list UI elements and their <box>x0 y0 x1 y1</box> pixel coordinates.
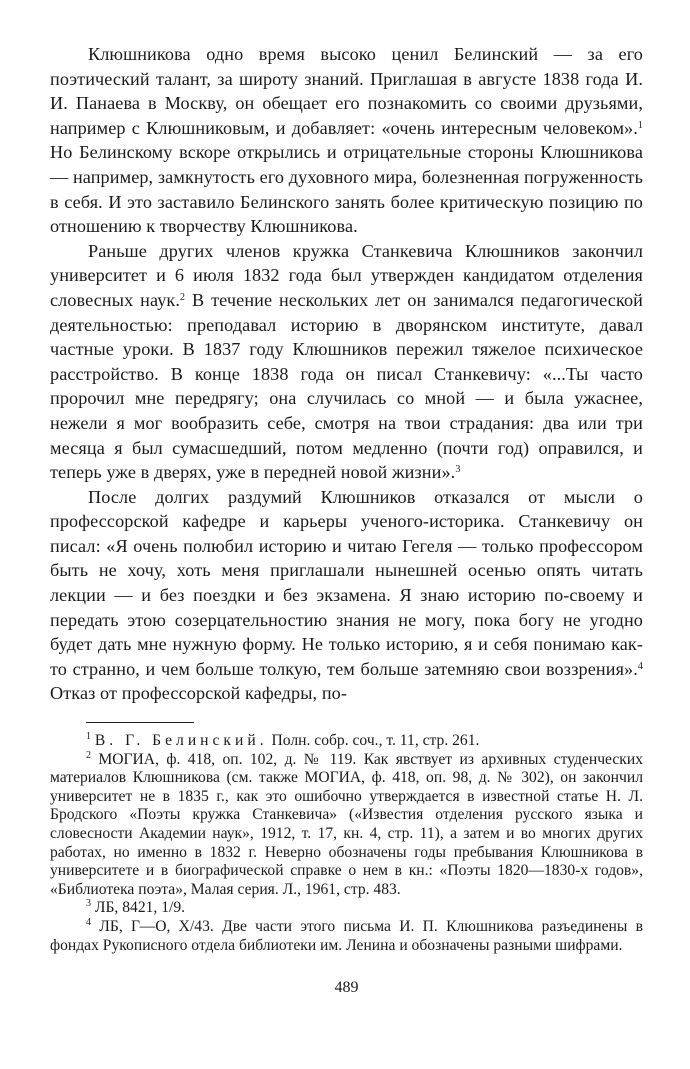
footnote-ref: 3 <box>455 464 461 476</box>
footnote-divider <box>86 722 194 723</box>
footnote-number: 2 <box>86 749 91 761</box>
paragraph-text: Раньше других членов кружка Станкевича Клюшников закончил университет и 6 июля 1832 года был утвержден кандидатом отделения словесных наук. <box>50 240 643 310</box>
footnote-2 <box>50 751 643 900</box>
footnote-ref: 1 <box>637 119 643 131</box>
footnote-ref: 2 <box>180 291 186 303</box>
footnote-number: 1 <box>86 731 91 743</box>
paragraph-text: В течение нескольких лет он занимался педагогической деятельностью: преподавал историю в дворянском институте, давал частные уроки. В 1837 году Клюшников пережил тяжелое психическое расстройство. В конце 1838 года он писал Станкевичу: «...Ты часто пророчил мне передрягу; она случилась со мной — и была ужаснее, нежели я мог вообразить себе, смотря на твои страдания: два или три месяца я был сумасшедший, потом медленно (почти год) оправился, и теперь уже в дверях, уже в передней новой жизни». <box>50 289 643 483</box>
footnote-text: Полн. собр. соч., т. 11, стр. 261. <box>267 732 480 750</box>
book-page <box>50 42 643 997</box>
footnote-number: 4 <box>86 916 91 928</box>
footnote-4 <box>50 918 643 955</box>
footnote-ref: 4 <box>637 660 643 672</box>
paragraph-text: Отказ от профессорской кафедры, по- <box>50 683 348 704</box>
page-number: 489 <box>334 979 359 997</box>
footnote-text: МОГИА, ф. 418, оп. 102, д. № 119. Как явствует из архивных студенческих материалов Клюшникова (см. также МОГИА, ф. 418, оп. 98, д. № 302), он закончил университет не в 1835 г., как это ошибочно утверждается в известной статье Н. Л. Бродского «Поэты кружка Станкевича» («Известия отделения русского языка и словесности Академии наук», 1912, т. 17, кн. 4, стр. 11), а затем и во многих других работах, но именно в 1832 г. Неверно обозначены годы пребывания Клюшникова в университете и в биографической справке о нем в кн.: «Поэты 1820—1830-х годов», «Библиотека поэта», Малая серия. Л., 1961, стр. 483. <box>50 750 643 898</box>
paragraph-text: Но Белинскому вскоре открылись и отрицательные стороны Клюшникова — например, замкнутость его духовного мира, болезненная погруженность в себя. И это заставило Белинского занять более критическую позицию по отношению к творчеству Клюшникова. <box>50 142 643 237</box>
paragraph-text: Клюшникова одно время высоко ценил Белинский — за его поэтический талант, за широту знаний. Приглашая в августе 1838 года И. И. Панаева в Москву, он обещает его познакомить со своими друзьями, например с Клюшниковым, и добавляет: «очень интересным человеком». <box>50 44 643 138</box>
footnote-text: ЛБ, Г—О, X/43. Две части этого письма И. П. Клюшникова разъединены в фондах Рукописного отдела библиотеки им. Ленина и обозначены разными шифрами. <box>50 917 643 954</box>
paragraph-2 <box>50 239 643 485</box>
paragraph-text: После долгих раздумий Клюшников отказался от мысли о профессорской кафедре и карьеры ученого-историка. Станкевичу он писал: «Я очень полюбил историю и читаю Гегеля — только профессором быть не хочу, хоть меня приглашали нынешней осенью опять читать лекции — и без поездки и без экзамена. Я знаю историю по-своему и передать этою созерцательностию знания не могу, пока богу не угодно будет дать мне нужную форму. Не только историю, я и себя понимаю как-то странно, и чем больше толкую, тем больше затемняю свои воззрения». <box>50 486 643 679</box>
footnote-3 <box>50 899 643 918</box>
footnote-author: В. Г. Белинский. <box>94 732 268 750</box>
paragraph-3 <box>50 485 643 706</box>
footnote-1 <box>50 732 643 751</box>
paragraph-1 <box>50 42 643 239</box>
footnote-number: 3 <box>86 898 91 910</box>
footnote-text: ЛБ, 8421, 1/9. <box>94 899 186 917</box>
